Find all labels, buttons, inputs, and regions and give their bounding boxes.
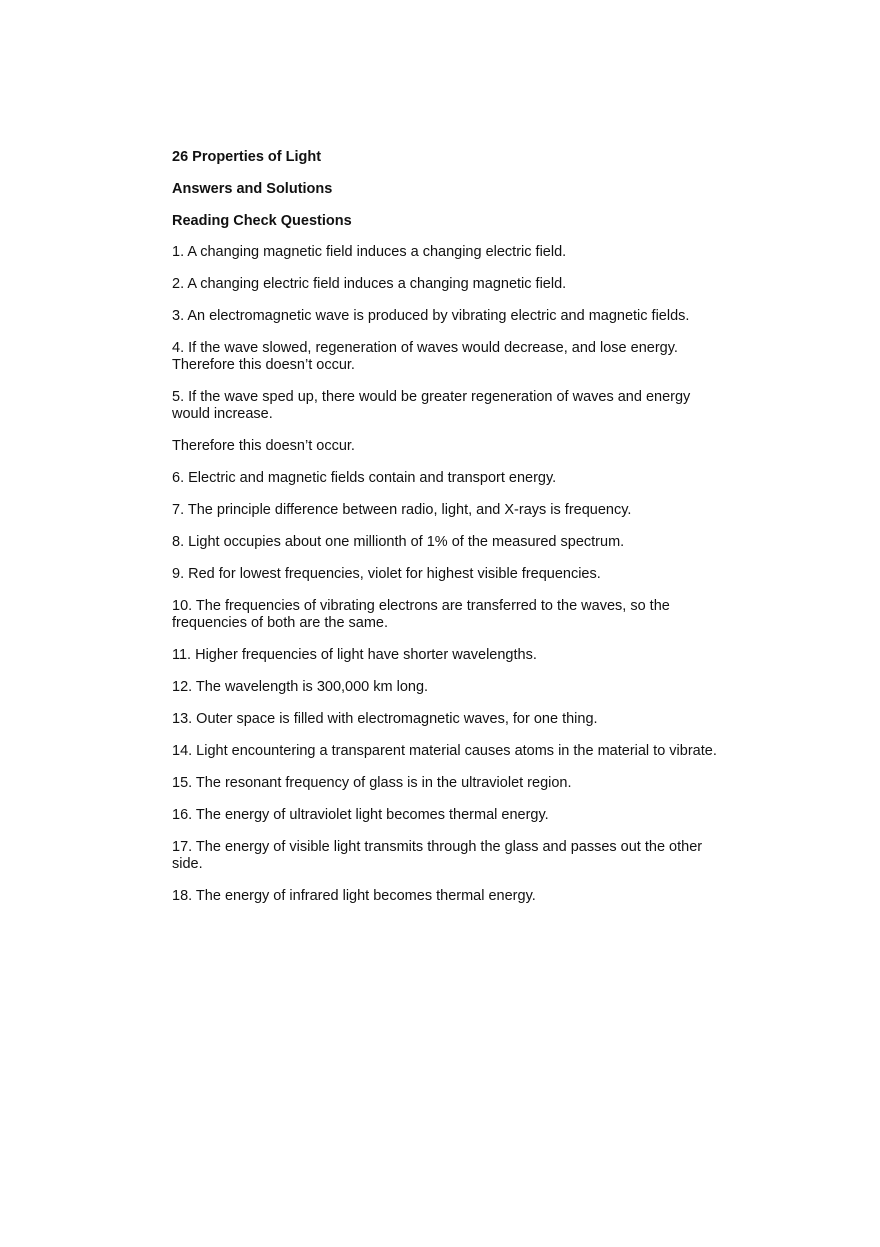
answer-item: 12. The wavelength is 300,000 km long.	[172, 679, 429, 695]
answer-item: Therefore this doesn’t occur.	[172, 438, 355, 454]
answer-item: 16. The energy of ultraviolet light becomes thermal energy.	[172, 807, 549, 823]
answer-item: 14. Light encountering a transparent material causes atoms in the material to vibrate.	[172, 743, 717, 759]
answer-item: 4. If the wave slowed, regeneration of waves would decrease, and lose energy. Therefore this doesn’t occur.	[172, 340, 678, 373]
answer-item: 11. Higher frequencies of light have shorter wavelengths.	[172, 647, 537, 663]
answer-item: 15. The resonant frequency of glass is in the ultraviolet region.	[172, 775, 572, 791]
answer-list	[172, 244, 717, 905]
answer-item: 6. Electric and magnetic fields contain and transport energy.	[172, 470, 557, 486]
document-page	[172, 148, 717, 920]
answer-item: 9. Red for lowest frequencies, violet for highest visible frequencies.	[172, 566, 601, 582]
answer-item: 17. The energy of visible light transmits through the glass and passes out the other side.	[172, 839, 703, 872]
answer-item: 2. A changing electric field induces a changing magnetic field.	[172, 276, 567, 292]
section-heading: Reading Check Questions	[172, 213, 352, 229]
answer-item: 18. The energy of infrared light becomes thermal energy.	[172, 888, 536, 904]
answer-item: 3. An electromagnetic wave is produced by vibrating electric and magnetic fields.	[172, 308, 690, 324]
answer-item: 5. If the wave sped up, there would be greater regeneration of waves and energy would increase.	[172, 389, 691, 422]
answer-item: 10. The frequencies of vibrating electrons are transferred to the waves, so the frequencies of both are the same.	[172, 598, 670, 631]
answer-item: 1. A changing magnetic field induces a changing electric field.	[172, 244, 567, 260]
answer-item: 8. Light occupies about one millionth of 1% of the measured spectrum.	[172, 534, 625, 550]
answer-item: 7. The principle difference between radio, light, and X-rays is frequency.	[172, 502, 632, 518]
chapter-title: 26 Properties of Light	[172, 149, 322, 165]
answer-item: 13. Outer space is filled with electromagnetic waves, for one thing.	[172, 711, 598, 727]
answers-heading: Answers and Solutions	[172, 181, 333, 197]
